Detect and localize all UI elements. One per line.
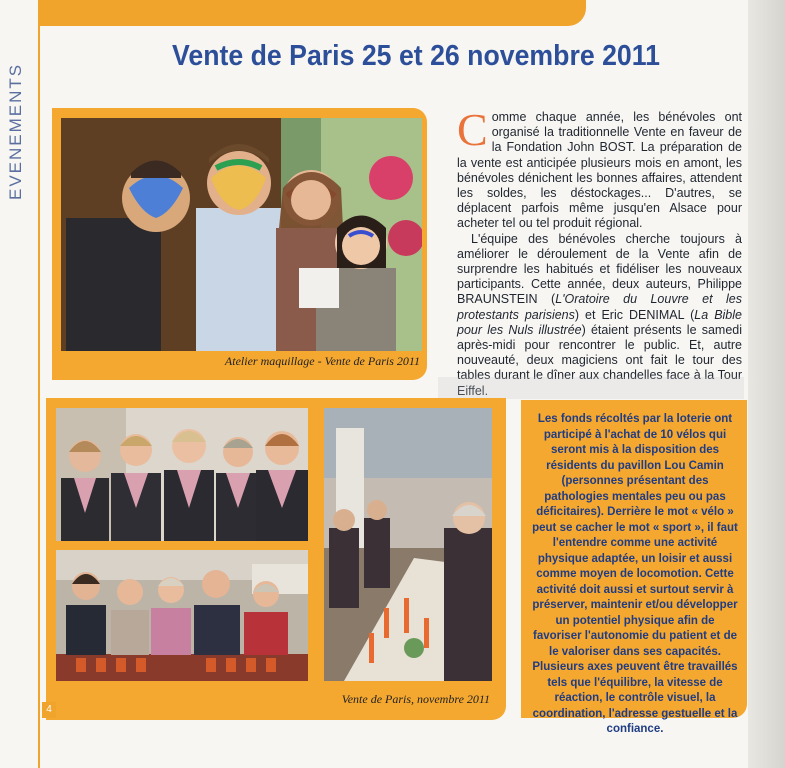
paragraph-1-text: omme chaque année, les bénévoles ont organisé la traditionnelle Vente en faveur de la Fondation John BOST. La préparation de la vente est anticipée plusieurs mois en amont, les bénévoles dénichent les bonnes affaires, attendent les soldes, les déstockages... D'autres, se déplacent parfois même jusqu'en Alsace pour acheter tel ou tel produit régional. — [457, 110, 742, 231]
page-title: Vente de Paris 25 et 26 novembre 2011 — [172, 40, 660, 72]
callout-text: Les fonds récoltés par la loterie ont participé à l'achat de 10 vélos qui seront mis à la disposition des résidents du pavillon Lou Camin (personnes présentant des pathologies mentales peu ou pas déficitaires). Derrière le mot « vélo » peut se cacher le mot « sport », il faut l'entendre comme une activité physique adaptée, un loisir et aussi comme moyen de locomotion. Cette activité doit aussi et surtout servir à préserver, maintenir et/ou développer un potentiel physique afin de favoriser l'autonomie du patient et de le valoriser dans ses capacités. Plusieurs axes peuvent être travaillés tels que l'équilibre, la vitesse de réaction, le contrôle visuel, la coordination, l'adresse gestuelle et la confiance. — [532, 413, 738, 735]
book-title-1: L'Oratoire du Louvre et les protestants parisiens — [457, 292, 742, 322]
bottom-photo-caption: Vente de Paris, novembre 2011 — [341, 692, 490, 706]
paragraph-2-text-b: ) et Eric DENIMAL ( — [574, 307, 695, 322]
paragraph-2-text-a: L'équipe des bénévoles cherche toujours à améliorer le déroulement de la Vente afin de surprendre les habitués et fidéliser les nouveaux participants. Cette année, deux auteurs, Philippe BRAUNSTEIN ( — [457, 231, 742, 307]
show-through-band — [438, 377, 744, 399]
photo-candlelight-dinner — [324, 408, 492, 681]
photo-volunteers-group — [56, 408, 308, 541]
paragraph-2-text-c: ) étaient présents le samedi après-midi pour rencontrer le public. Et, autre nouveauté, deux magiciens ont fait le tour des tables durant le dîner aux chandelles face à la Tour Eiffel. — [457, 322, 742, 398]
section-label: EVENEMENTS — [6, 62, 25, 200]
stand-illustration — [56, 550, 308, 681]
top-orange-bar — [38, 0, 586, 26]
book-title-2: La Bible pour les Nuls illustrée — [457, 307, 742, 337]
page-number: 4 — [42, 702, 56, 718]
article-body — [457, 104, 742, 399]
facing-page-edge — [748, 0, 785, 768]
photo-face-painting-children — [61, 118, 422, 351]
article-paragraph-2 — [457, 232, 742, 399]
main-photo-caption: Atelier maquillage - Vente de Paris 2011 — [224, 354, 420, 368]
article-paragraph-1 — [457, 104, 742, 232]
photo-volunteers-stand — [56, 550, 308, 681]
dinner-illustration — [324, 408, 492, 681]
drop-cap: C — [457, 104, 488, 155]
face-painting-illustration — [61, 118, 422, 351]
volunteers-illustration — [56, 408, 308, 541]
